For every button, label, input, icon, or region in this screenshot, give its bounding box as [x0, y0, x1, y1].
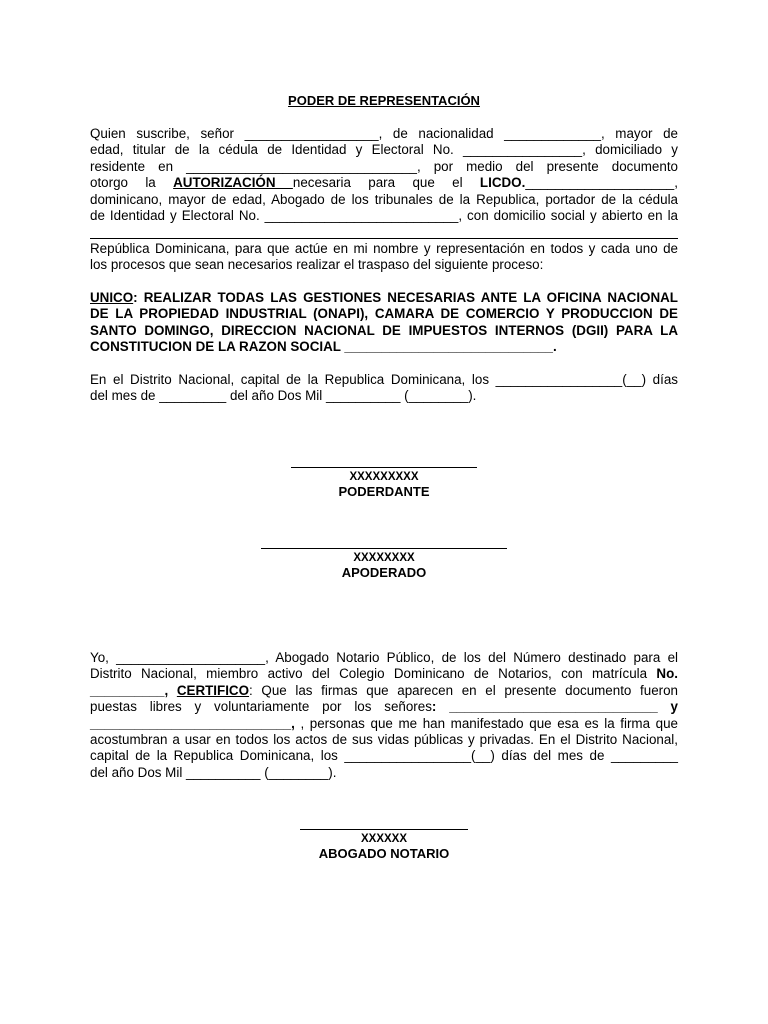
text-fragment: ___________________________, [90, 715, 301, 731]
intro-line: de Identidad y Electoral No. __________________________, con domicilio social y abierto en la [90, 208, 678, 224]
signature-notario [90, 829, 678, 862]
text-fragment: : REALIZAR TODAS LAS GESTIONES NECESARIAS ANTE LA OFICINA NACIONAL [133, 290, 678, 305]
text-fragment: : ____________________________ y [431, 699, 678, 715]
notary-line [90, 683, 678, 699]
signature-apoderado [90, 548, 678, 581]
notary-line [90, 716, 678, 732]
unico-label: UNICO [90, 290, 134, 305]
text-fragment: Distrito Nacional, miembro activo del Colegio Dominicano de Notarios, con matrícula [90, 666, 657, 682]
unico-clause [90, 290, 678, 356]
intro-line: República Dominicana, para que actúe en mi nombre y representación en todos y cada uno de [90, 241, 678, 256]
text-fragment: otorgo la [90, 175, 174, 191]
unico-line: CONSTITUCION DE LA RAZON SOCIAL ____________________________. [90, 339, 557, 355]
notary-line: Yo, ____________________, Abogado Notario Público, de los del Número destinado para el [90, 650, 678, 665]
signer-name: XXXXXXXXX [349, 471, 419, 483]
notary-line [90, 666, 678, 682]
text-fragment: puestas libres y voluntariamente por los señores [90, 699, 432, 715]
unico-line: DE LA PROPIEDAD INDUSTRIAL (ONAPI), CAMARA DE COMERCIO Y PRODUCCION DE [90, 306, 678, 322]
signer-name: XXXXXX [360, 833, 408, 845]
text-fragment: ____________________, [525, 175, 678, 191]
notary-paragraph [90, 650, 678, 781]
autorizacion-term: AUTORIZACIÓN [173, 175, 293, 191]
signer-name: XXXXXXXX [353, 552, 415, 564]
date-line: En el Distrito Nacional, capital de la Republica Dominicana, los _________________(__) días [90, 372, 678, 387]
intro-line: residente en _______________________________, por medio del presente documento [90, 158, 678, 174]
signature-line [261, 548, 507, 549]
signer-role: ABOGADO NOTARIO [318, 846, 450, 861]
intro-line-authorization [90, 175, 678, 191]
text-fragment: __________, [90, 682, 177, 698]
document-title: PODER DE REPRESENTACIÓN [288, 93, 480, 108]
notary-line: capital de la Republica Dominicana, los _________________(__) días del mes de _________ [90, 748, 678, 764]
signature-poderdante [90, 467, 678, 500]
date-paragraph [90, 372, 678, 405]
unico-line [90, 290, 678, 306]
intro-line: Quien suscribe, señor __________________, de nacionalidad _____________, mayor de [90, 126, 678, 141]
intro-line: edad, titular de la cédula de Identidad y Electoral No. ________________, domiciliado y [90, 142, 678, 158]
notary-line: del año Dos Mil __________ (________). [90, 764, 337, 780]
blank-rule [90, 238, 678, 239]
no-term: No. [656, 666, 678, 682]
date-line: del mes de _________ del año Dos Mil __________ (________). [90, 388, 477, 404]
licdo-term: LICDO. [479, 175, 526, 191]
notary-line [90, 699, 678, 715]
notary-line: acostumbran a usar en todos los actos de sus vidas públicas y privadas. En el Distrito Nacional, [90, 732, 678, 748]
signer-role: PODERDANTE [338, 484, 430, 499]
intro-continuation [90, 241, 678, 274]
signature-line [291, 467, 477, 468]
text-fragment: : Que las firmas que aparecen en el presente documento fueron [249, 682, 678, 698]
signer-role: APODERADO [341, 565, 427, 580]
certifico-term: CERTIFICO [176, 682, 250, 698]
signature-line [300, 829, 468, 830]
unico-line: SANTO DOMINGO, DIRECCION NACIONAL DE IMPUESTOS INTERNOS (DGII) PARA LA [90, 322, 678, 338]
text-fragment: necesaria para que el [292, 175, 480, 191]
intro-line: los procesos que sean necesarios realizar el traspaso del siguiente proceso: [90, 257, 544, 273]
text-fragment: , personas que me han manifestado que esa es la firma que [300, 715, 678, 731]
intro-line: dominicano, mayor de edad, Abogado de los tribunales de la Republica, portador de la cédula [90, 191, 678, 207]
intro-paragraph [90, 126, 678, 224]
